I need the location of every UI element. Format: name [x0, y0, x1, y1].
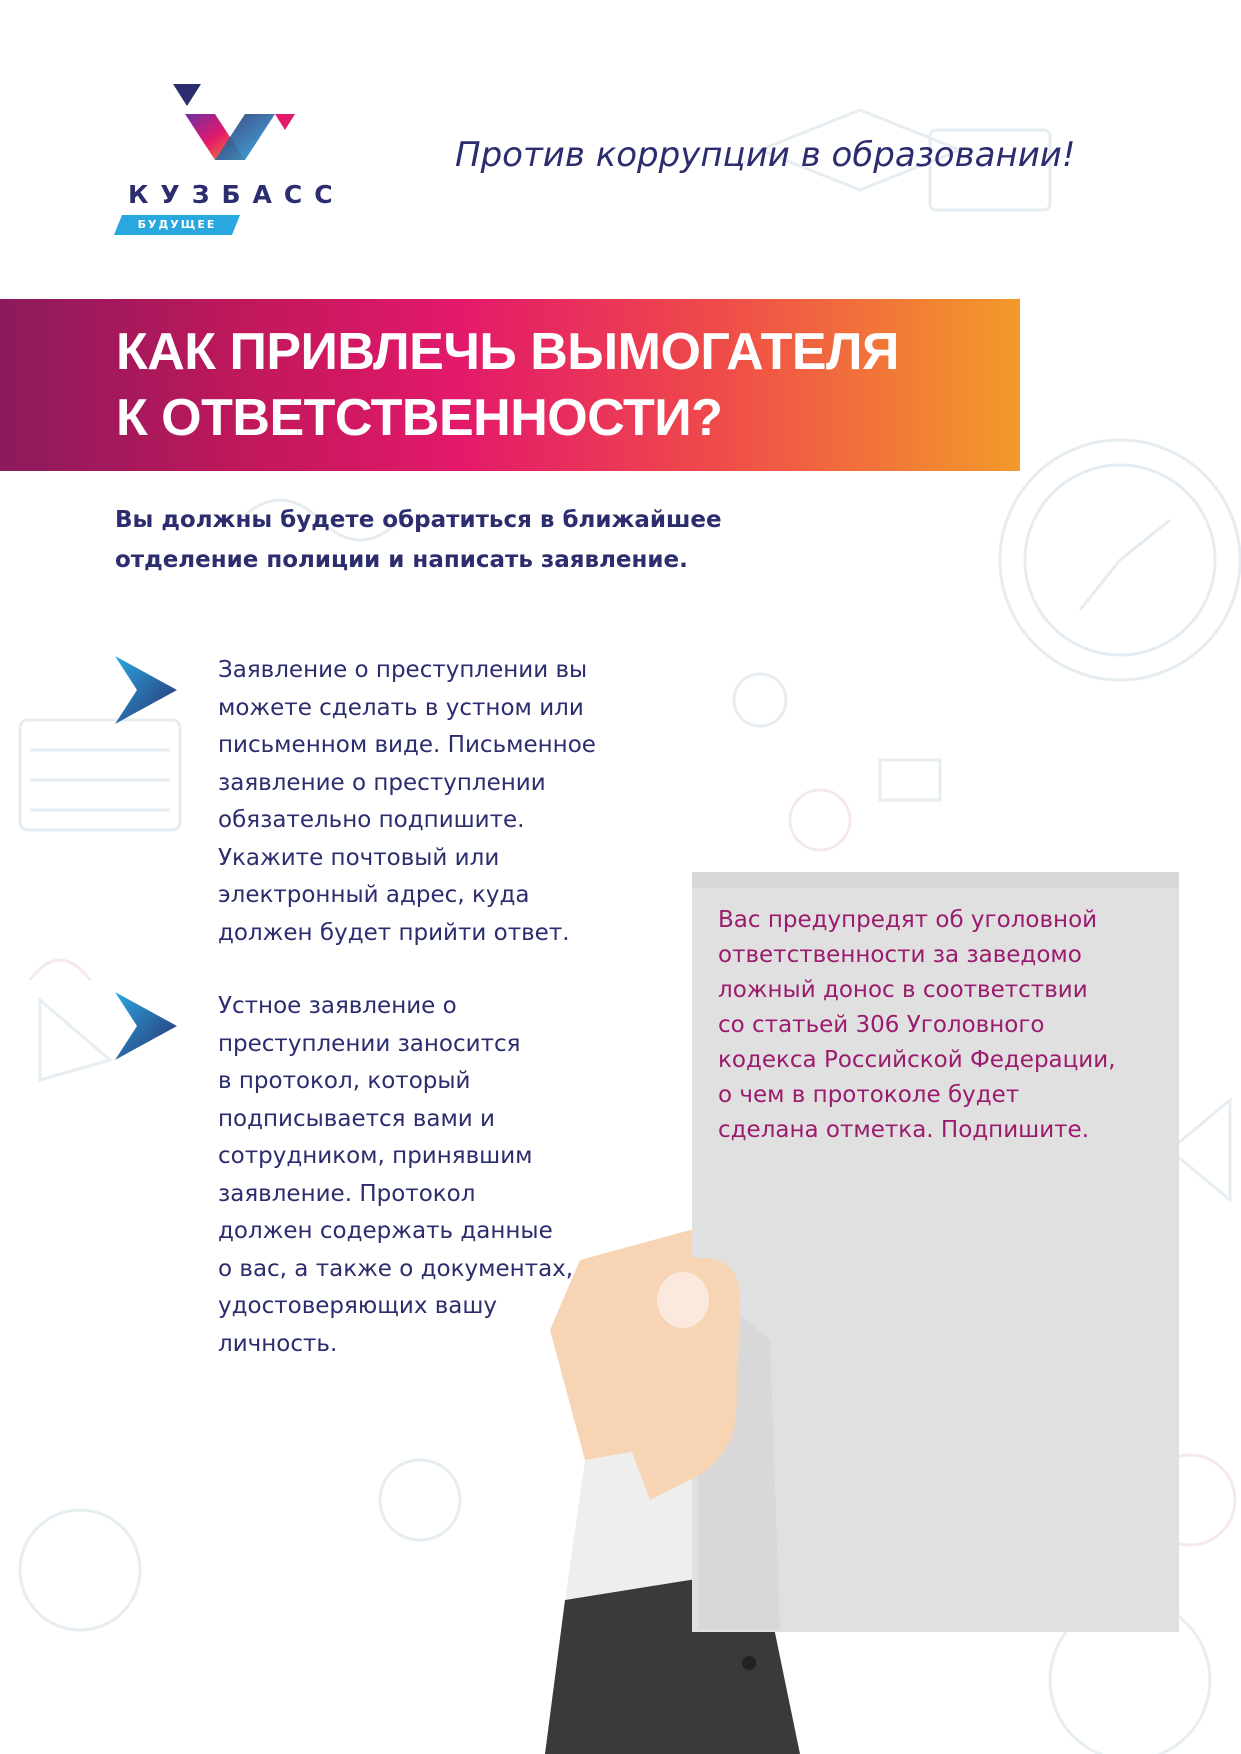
- text-line: о чем в протоколе будет: [718, 1082, 1020, 1108]
- text-line: заявление о преступлении: [218, 769, 546, 796]
- chevron-right-icon: [115, 992, 177, 1060]
- text-line: сотрудником, принявшим: [218, 1143, 533, 1169]
- logo-mark: [115, 82, 305, 180]
- paper-note: [718, 903, 1158, 1148]
- title-line-2: К ОТВЕТСТВЕННОСТИ?: [116, 389, 723, 447]
- cufflink-button: [742, 1656, 756, 1670]
- text-line: можете сделать в устном или: [218, 694, 584, 721]
- text-line: обязательно подпишите.: [218, 807, 525, 833]
- text-line: Укажите почтовый или: [218, 844, 500, 871]
- text-line: сделана отметка. Подпишите.: [718, 1117, 1090, 1143]
- text-line: личность.: [218, 1330, 338, 1357]
- text-line: удостоверяющих вашу: [218, 1293, 498, 1319]
- text-line: о вас, а также о документах,: [218, 1255, 574, 1282]
- kuzbass-logo: [115, 82, 355, 242]
- logo-ribbon: [114, 215, 240, 235]
- text-line: преступлении заносится: [218, 1030, 521, 1057]
- text-line: письменном виде. Письменное: [218, 732, 596, 758]
- text-line: должен содержать данные: [218, 1218, 553, 1244]
- text-line: Вас предупредят об уголовной: [718, 907, 1098, 933]
- page-title: [116, 319, 899, 451]
- logo-wordmark: КУЗБАСС: [128, 180, 345, 209]
- text-line: ложный донос в соответствии: [718, 977, 1088, 1003]
- keyboard-doodle: [20, 720, 180, 830]
- lead-paragraph: [115, 500, 835, 580]
- chevron-right-icon: [115, 656, 177, 724]
- text-line: электронный адрес, куда: [218, 882, 530, 908]
- title-line-1: КАК ПРИВЛЕЧЬ ВЫМОГАТЕЛЯ: [116, 323, 899, 381]
- logo-ribbon-label: БУДУЩЕЕ: [137, 218, 217, 231]
- lead-line-2: отделение полиции и написать заявление.: [115, 547, 688, 573]
- thumbnail: [657, 1272, 709, 1328]
- text-line: кодекса Российской Федерации,: [718, 1047, 1116, 1073]
- text-line: Устное заявление о: [218, 993, 457, 1019]
- text-line: Заявление о преступлении вы: [218, 657, 588, 683]
- text-line: должен будет прийти ответ.: [218, 919, 570, 946]
- text-line: подписывается вами и: [218, 1105, 495, 1132]
- lead-line-1: Вы должны будете обратиться в ближайшее: [115, 507, 722, 533]
- title-banner: [0, 299, 1020, 471]
- slogan: Против коррупции в образовании!: [455, 135, 1076, 175]
- text-line: в протокол, который: [218, 1068, 471, 1094]
- text-line: ответственности за заведомо: [718, 942, 1082, 968]
- text-line: заявление. Протокол: [218, 1180, 476, 1207]
- text-line: со статьей 306 Уголовного: [718, 1012, 1045, 1038]
